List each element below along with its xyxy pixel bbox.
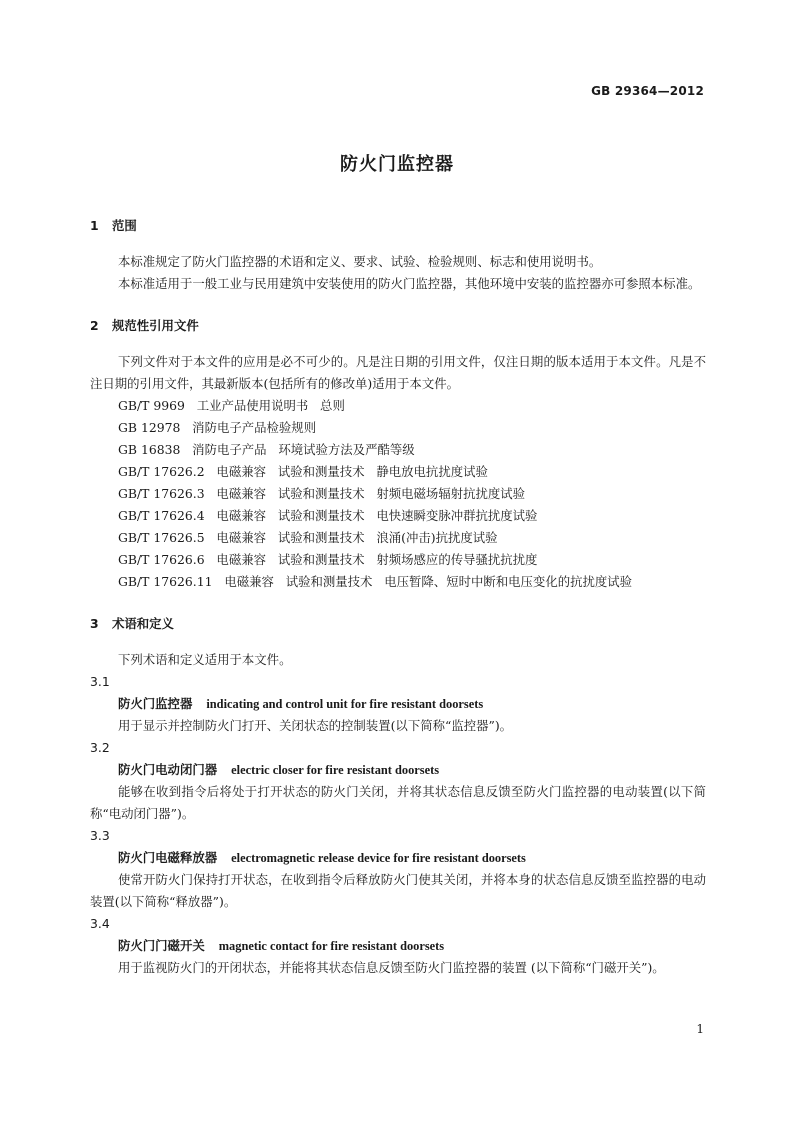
- section-heading-terms-definitions: [90, 613, 706, 635]
- reference-item: GB 12978 消防电子产品检验规则: [118, 420, 317, 435]
- term-heading: [90, 847, 706, 869]
- paragraph: 本标准适用于一般工业与民用建筑中安装使用的防火门监控器，其他环境中安装的监控器亦可参照本标准。: [118, 276, 701, 291]
- section-title: 规范性引用文件: [112, 318, 199, 333]
- term-zh: 防火门电动闭门器: [118, 762, 218, 777]
- section-number: 3: [90, 616, 99, 631]
- reference-item: GB/T 17626.2 电磁兼容 试验和测量技术 静电放电抗扰度试验: [118, 464, 488, 479]
- reference-item: GB/T 17626.5 电磁兼容 试验和测量技术 浪涌(冲击)抗扰度试验: [118, 530, 498, 545]
- term-en: indicating and control unit for fire resistant doorsets: [206, 697, 484, 711]
- term-definition: 用于显示并控制防火门打开、关闭状态的控制装置(以下简称“监控器”)。: [118, 718, 513, 733]
- term-number: 3.1: [90, 674, 110, 689]
- page-number: 1: [696, 1022, 704, 1036]
- term-heading: [90, 935, 706, 957]
- document-title: 防火门监控器: [340, 154, 454, 175]
- paragraph: 下列术语和定义适用于本文件。: [118, 652, 292, 667]
- term-definition: 能够在收到指令后将处于打开状态的防火门关闭，并将其状态信息反馈至防火门监控器的电动装置(以下简称“电动闭门器”)。: [90, 784, 706, 821]
- section-title: 术语和定义: [112, 616, 174, 631]
- reference-item: GB/T 17626.6 电磁兼容 试验和测量技术 射频场感应的传导骚扰抗扰度: [118, 552, 538, 567]
- term-zh: 防火门电磁释放器: [118, 850, 218, 865]
- term-zh: 防火门门磁开关: [118, 938, 205, 953]
- document-body: [90, 215, 706, 979]
- section-heading-normative-references: [90, 315, 706, 337]
- term-number: 3.4: [90, 916, 110, 931]
- reference-item: GB/T 17626.11 电磁兼容 试验和测量技术 电压暂降、短时中断和电压变化的抗扰度试验: [118, 574, 633, 589]
- term-heading: [90, 759, 706, 781]
- term-heading: [90, 693, 706, 715]
- term-definition: 用于监视防火门的开闭状态，并能将其状态信息反馈至防火门监控器的装置 (以下简称“门磁开关”)。: [118, 960, 665, 975]
- section-heading-scope: [90, 215, 706, 237]
- section-title: 范围: [112, 218, 137, 233]
- term-en: magnetic contact for fire resistant doorsets: [218, 939, 445, 953]
- section-number: 1: [90, 218, 99, 233]
- reference-item: GB/T 17626.3 电磁兼容 试验和测量技术 射频电磁场辐射抗扰度试验: [118, 486, 526, 501]
- reference-item: GB 16838 消防电子产品 环境试验方法及严酷等级: [118, 442, 415, 457]
- section-number: 2: [90, 318, 99, 333]
- reference-item: GB/T 17626.4 电磁兼容 试验和测量技术 电快速瞬变脉冲群抗扰度试验: [118, 508, 538, 523]
- standard-code: GB 29364—2012: [591, 84, 704, 98]
- paragraph: 本标准规定了防火门监控器的术语和定义、要求、试验、检验规则、标志和使用说明书。: [118, 254, 602, 269]
- term-number: 3.2: [90, 740, 110, 755]
- term-number: 3.3: [90, 828, 110, 843]
- paragraph: 下列文件对于本文件的应用是必不可少的。凡是注日期的引用文件，仅注日期的版本适用于本文件。凡是不注日期的引用文件，其最新版本(包括所有的修改单)适用于本文件。: [90, 354, 706, 391]
- term-zh: 防火门监控器: [118, 696, 193, 711]
- term-en: electromagnetic release device for fire resistant doorsets: [231, 851, 526, 865]
- term-en: electric closer for fire resistant doorsets: [231, 763, 440, 777]
- term-definition: 使常开防火门保持打开状态，在收到指令后释放防火门使其关闭，并将本身的状态信息反馈至监控器的电动装置(以下简称“释放器”)。: [90, 872, 706, 909]
- reference-item: GB/T 9969 工业产品使用说明书 总则: [118, 398, 345, 413]
